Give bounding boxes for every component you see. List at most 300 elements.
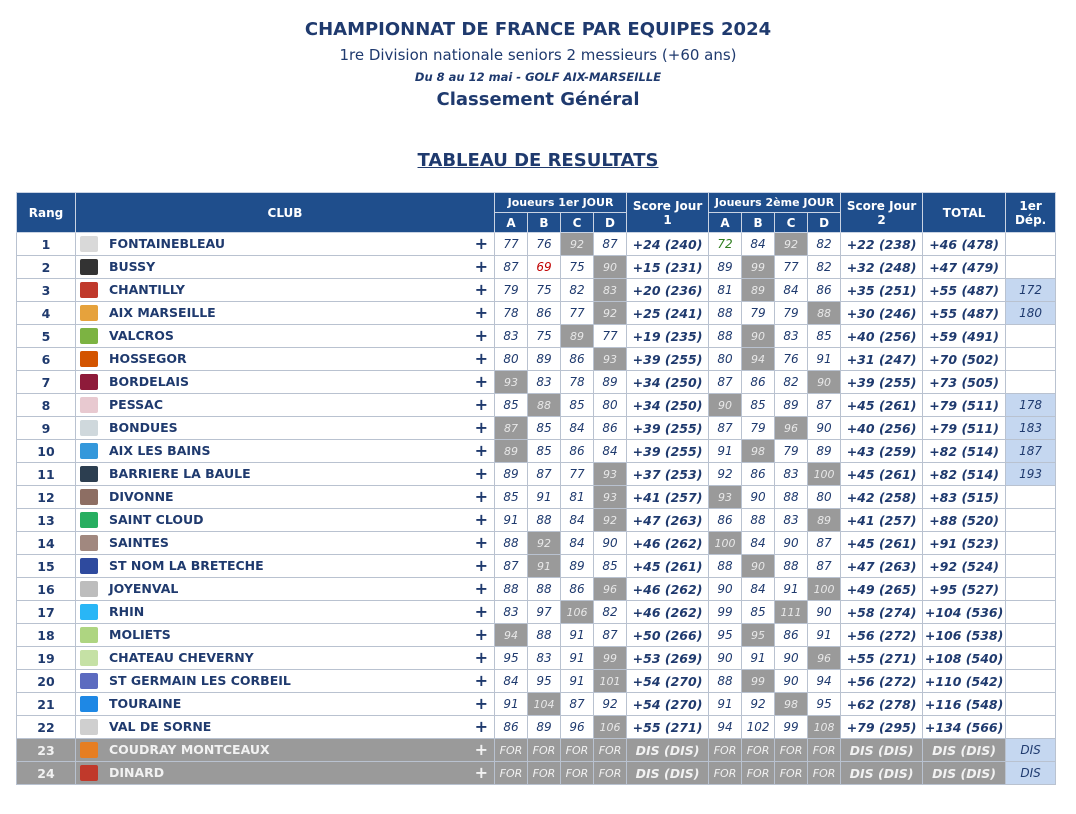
day2-score-a: 89 bbox=[709, 256, 742, 279]
day2-score-c: 83 bbox=[775, 325, 808, 348]
rank-cell: 5 bbox=[17, 325, 76, 348]
rank-cell: 1 bbox=[17, 233, 76, 256]
day1-score-c: 84 bbox=[561, 509, 594, 532]
score-day1-strokes: (236) bbox=[664, 282, 703, 298]
day2-score-b: 90 bbox=[742, 325, 775, 348]
day1-score-a: 91 bbox=[495, 509, 528, 532]
club-logo-icon bbox=[80, 466, 98, 482]
day2-score-c: 77 bbox=[775, 256, 808, 279]
score-day1 bbox=[627, 371, 709, 394]
first-dep-cell bbox=[1006, 509, 1056, 532]
score-day2-strokes: (259) bbox=[878, 443, 917, 459]
rank-cell: 12 bbox=[17, 486, 76, 509]
score-day1-value: +34 bbox=[632, 397, 661, 413]
club-cell bbox=[76, 486, 495, 509]
table-row bbox=[17, 509, 1056, 532]
day2-score-b: 79 bbox=[742, 302, 775, 325]
day1-forfeit: FOR bbox=[528, 739, 561, 762]
score-day1-strokes: (241) bbox=[664, 305, 703, 321]
score-day2 bbox=[841, 302, 923, 325]
total-score-strokes: (491) bbox=[961, 328, 999, 344]
score-day2-strokes: (246) bbox=[878, 305, 917, 321]
total-score-strokes: (505) bbox=[961, 374, 999, 390]
score-day1 bbox=[627, 762, 709, 785]
day2-score-d: 91 bbox=[808, 348, 841, 371]
total-score-strokes: (566) bbox=[965, 719, 1004, 735]
club-name: CHATEAU CHEVERNY bbox=[109, 650, 254, 665]
day2-score-b: 92 bbox=[742, 693, 775, 716]
total-score-strokes: (548) bbox=[965, 696, 1004, 712]
total-score bbox=[923, 647, 1006, 670]
total-score-strokes: (511) bbox=[961, 397, 999, 413]
day2-score-a: 87 bbox=[709, 371, 742, 394]
club-cell bbox=[76, 601, 495, 624]
day2-score-a: 86 bbox=[709, 509, 742, 532]
rank-cell: 16 bbox=[17, 578, 76, 601]
club-cell bbox=[76, 624, 495, 647]
club-cell bbox=[76, 348, 495, 371]
table-row bbox=[17, 716, 1056, 739]
day1-score-a: 85 bbox=[495, 486, 528, 509]
score-day1 bbox=[627, 693, 709, 716]
day2-score-d: 100 bbox=[808, 463, 841, 486]
day1-score-d: 99 bbox=[594, 647, 627, 670]
score-day1-strokes: (262) bbox=[664, 604, 703, 620]
score-day1-strokes: (235) bbox=[664, 328, 703, 344]
expand-button[interactable]: + bbox=[474, 671, 488, 690]
day2-score-d: 89 bbox=[808, 440, 841, 463]
day2-score-b: 86 bbox=[742, 371, 775, 394]
day1-score-b: 104 bbox=[528, 693, 561, 716]
club-name: ST NOM LA BRETECHE bbox=[109, 558, 264, 573]
club-name: BUSSY bbox=[109, 259, 156, 274]
score-day1 bbox=[627, 624, 709, 647]
score-day1-strokes: (255) bbox=[664, 443, 703, 459]
day2-score-a: 90 bbox=[709, 578, 742, 601]
day2-score-c: 96 bbox=[775, 417, 808, 440]
score-day1-value: +45 bbox=[632, 558, 661, 574]
expand-button[interactable]: + bbox=[474, 395, 488, 414]
expand-button[interactable]: + bbox=[474, 763, 488, 782]
expand-button[interactable]: + bbox=[474, 648, 488, 667]
club-name: CHANTILLY bbox=[109, 282, 185, 297]
total-score-strokes: (514) bbox=[961, 443, 999, 459]
expand-button[interactable]: + bbox=[474, 556, 488, 575]
expand-button[interactable]: + bbox=[474, 717, 488, 736]
day1-score-b: 86 bbox=[528, 302, 561, 325]
score-day1 bbox=[627, 440, 709, 463]
table-row bbox=[17, 371, 1056, 394]
club-name: AIX MARSEILLE bbox=[109, 305, 216, 320]
score-day2-value: DIS bbox=[849, 765, 874, 781]
score-day2-strokes: (DIS) bbox=[878, 742, 914, 758]
score-day2-strokes: (261) bbox=[878, 397, 917, 413]
day1-score-a: 89 bbox=[495, 463, 528, 486]
score-day2-value: +30 bbox=[846, 305, 875, 321]
first-dep-cell: 183 bbox=[1006, 417, 1056, 440]
day1-score-a: 87 bbox=[495, 256, 528, 279]
rank-cell: 21 bbox=[17, 693, 76, 716]
day2-score-d: 82 bbox=[808, 256, 841, 279]
day1-score-d: 77 bbox=[594, 325, 627, 348]
day2-score-c: 79 bbox=[775, 302, 808, 325]
day1-score-a: 93 bbox=[495, 371, 528, 394]
expand-button[interactable]: + bbox=[474, 533, 488, 552]
club-logo-icon bbox=[80, 673, 98, 689]
score-day2-value: +39 bbox=[846, 374, 875, 390]
classement-heading: Classement Général bbox=[436, 89, 640, 110]
page-subtitle: 1re Division nationale seniors 2 messieurs (+60 ans) bbox=[339, 46, 737, 64]
day1-score-d: 93 bbox=[594, 463, 627, 486]
day1-score-a: 83 bbox=[495, 325, 528, 348]
col-header-day2-players: Joueurs 2ème JOUR bbox=[709, 193, 841, 213]
expand-button[interactable]: + bbox=[474, 441, 488, 460]
total-score bbox=[923, 578, 1006, 601]
score-day2-strokes: (248) bbox=[878, 259, 917, 275]
first-dep-cell bbox=[1006, 647, 1056, 670]
score-day1-value: +15 bbox=[632, 259, 661, 275]
club-cell bbox=[76, 693, 495, 716]
day1-score-c: 91 bbox=[561, 624, 594, 647]
club-name: DINARD bbox=[109, 765, 165, 780]
club-logo-icon bbox=[80, 535, 98, 551]
col-header-day1-player-d: D bbox=[594, 213, 627, 233]
day2-score-a: 93 bbox=[709, 486, 742, 509]
expand-button[interactable]: + bbox=[474, 579, 488, 598]
first-dep-cell bbox=[1006, 256, 1056, 279]
day2-score-c: 82 bbox=[775, 371, 808, 394]
total-score bbox=[923, 371, 1006, 394]
day2-score-c: 86 bbox=[775, 624, 808, 647]
expand-button[interactable]: + bbox=[474, 280, 488, 299]
score-day1-strokes: (DIS) bbox=[664, 742, 700, 758]
score-day1-strokes: (255) bbox=[664, 420, 703, 436]
total-score bbox=[923, 417, 1006, 440]
day2-score-a: 95 bbox=[709, 624, 742, 647]
total-score-value: +79 bbox=[929, 420, 958, 436]
score-day1 bbox=[627, 417, 709, 440]
score-day2-value: +45 bbox=[846, 466, 875, 482]
expand-button[interactable]: + bbox=[474, 349, 488, 368]
score-day2 bbox=[841, 647, 923, 670]
total-score-strokes: (542) bbox=[965, 673, 1004, 689]
club-name: VALCROS bbox=[109, 328, 174, 343]
total-score bbox=[923, 693, 1006, 716]
score-day1 bbox=[627, 233, 709, 256]
day2-score-b: 79 bbox=[742, 417, 775, 440]
score-day1-value: DIS bbox=[635, 765, 660, 781]
score-day1-value: +20 bbox=[632, 282, 661, 298]
first-dep-cell bbox=[1006, 233, 1056, 256]
day2-score-a: 80 bbox=[709, 348, 742, 371]
day1-score-d: 90 bbox=[594, 532, 627, 555]
total-score-value: +83 bbox=[929, 489, 958, 505]
total-score-value: +82 bbox=[929, 443, 958, 459]
day1-score-a: 89 bbox=[495, 440, 528, 463]
club-cell bbox=[76, 325, 495, 348]
total-score bbox=[923, 256, 1006, 279]
day2-score-d: 108 bbox=[808, 716, 841, 739]
score-day2-value: +79 bbox=[846, 719, 875, 735]
rank-cell: 23 bbox=[17, 739, 76, 762]
club-logo-icon bbox=[80, 581, 98, 597]
club-logo-icon bbox=[80, 236, 98, 252]
score-day1 bbox=[627, 509, 709, 532]
total-score-strokes: (523) bbox=[961, 535, 999, 551]
table-row bbox=[17, 532, 1056, 555]
club-logo-icon bbox=[80, 305, 98, 321]
club-logo-icon bbox=[80, 351, 98, 367]
score-day1-strokes: (DIS) bbox=[664, 765, 700, 781]
score-day2 bbox=[841, 693, 923, 716]
total-score bbox=[923, 739, 1006, 762]
day1-score-b: 69 bbox=[528, 256, 561, 279]
table-row bbox=[17, 233, 1056, 256]
score-day1-strokes: (270) bbox=[664, 696, 703, 712]
expand-button[interactable]: + bbox=[474, 464, 488, 483]
table-row bbox=[17, 279, 1056, 302]
day1-score-c: 91 bbox=[561, 670, 594, 693]
club-name: ST GERMAIN LES CORBEIL bbox=[109, 673, 291, 688]
day1-score-d: 92 bbox=[594, 509, 627, 532]
score-day2 bbox=[841, 624, 923, 647]
day2-score-b: 98 bbox=[742, 440, 775, 463]
day1-score-d: 86 bbox=[594, 417, 627, 440]
total-score-strokes: (536) bbox=[965, 604, 1004, 620]
total-score-strokes: (478) bbox=[961, 236, 999, 252]
day1-score-c: 87 bbox=[561, 693, 594, 716]
expand-button[interactable]: + bbox=[474, 418, 488, 437]
day2-score-a: 81 bbox=[709, 279, 742, 302]
score-day2-value: +49 bbox=[846, 581, 875, 597]
rank-cell: 8 bbox=[17, 394, 76, 417]
expand-button[interactable]: + bbox=[474, 303, 488, 322]
score-day1-value: +50 bbox=[632, 627, 661, 643]
club-cell bbox=[76, 371, 495, 394]
club-cell bbox=[76, 417, 495, 440]
first-dep-cell bbox=[1006, 532, 1056, 555]
score-day1-value: +54 bbox=[632, 696, 661, 712]
day2-forfeit: FOR bbox=[808, 739, 841, 762]
expand-button[interactable]: + bbox=[474, 257, 488, 276]
score-day1-value: DIS bbox=[635, 742, 660, 758]
score-day2 bbox=[841, 394, 923, 417]
first-dep-cell: 187 bbox=[1006, 440, 1056, 463]
day1-score-d: 106 bbox=[594, 716, 627, 739]
day1-score-b: 91 bbox=[528, 486, 561, 509]
day1-score-c: 86 bbox=[561, 440, 594, 463]
total-score-value: +47 bbox=[929, 259, 958, 275]
rank-cell: 15 bbox=[17, 555, 76, 578]
day1-forfeit: FOR bbox=[561, 762, 594, 785]
score-day2-value: +58 bbox=[846, 604, 875, 620]
score-day2 bbox=[841, 601, 923, 624]
day2-score-d: 87 bbox=[808, 532, 841, 555]
day1-score-c: 78 bbox=[561, 371, 594, 394]
club-logo-icon bbox=[80, 420, 98, 436]
day2-score-d: 86 bbox=[808, 279, 841, 302]
total-score-strokes: (524) bbox=[961, 558, 999, 574]
expand-button[interactable]: + bbox=[474, 602, 488, 621]
rank-cell: 7 bbox=[17, 371, 76, 394]
table-row bbox=[17, 486, 1056, 509]
expand-button[interactable]: + bbox=[474, 372, 488, 391]
first-dep-cell bbox=[1006, 693, 1056, 716]
total-score-value: +59 bbox=[929, 328, 958, 344]
day2-forfeit: FOR bbox=[742, 762, 775, 785]
col-header-rang: Rang bbox=[17, 193, 76, 233]
rank-cell: 9 bbox=[17, 417, 76, 440]
score-day1-value: +25 bbox=[632, 305, 661, 321]
table-row bbox=[17, 693, 1056, 716]
day1-score-b: 89 bbox=[528, 348, 561, 371]
expand-button[interactable]: + bbox=[474, 487, 488, 506]
first-dep-cell bbox=[1006, 555, 1056, 578]
first-dep-cell: 180 bbox=[1006, 302, 1056, 325]
first-dep-cell bbox=[1006, 486, 1056, 509]
day1-score-b: 75 bbox=[528, 279, 561, 302]
day1-score-a: 80 bbox=[495, 348, 528, 371]
score-day2 bbox=[841, 417, 923, 440]
table-row bbox=[17, 348, 1056, 371]
total-score bbox=[923, 716, 1006, 739]
first-dep-cell: 178 bbox=[1006, 394, 1056, 417]
score-day1-strokes: (262) bbox=[664, 535, 703, 551]
day2-score-b: 84 bbox=[742, 233, 775, 256]
expand-button[interactable]: + bbox=[474, 625, 488, 644]
day1-score-c: 81 bbox=[561, 486, 594, 509]
day1-score-c: 85 bbox=[561, 394, 594, 417]
day1-score-a: 79 bbox=[495, 279, 528, 302]
rank-cell: 4 bbox=[17, 302, 76, 325]
score-day2 bbox=[841, 486, 923, 509]
total-score-value: +104 bbox=[924, 604, 962, 620]
expand-button[interactable]: + bbox=[474, 740, 488, 759]
day1-score-b: 85 bbox=[528, 417, 561, 440]
club-cell bbox=[76, 670, 495, 693]
day2-score-d: 82 bbox=[808, 233, 841, 256]
total-score-strokes: (487) bbox=[961, 305, 999, 321]
total-score-strokes: (DIS) bbox=[960, 742, 997, 758]
day2-score-d: 80 bbox=[808, 486, 841, 509]
score-day1 bbox=[627, 578, 709, 601]
day2-score-d: 91 bbox=[808, 624, 841, 647]
expand-button[interactable]: + bbox=[474, 234, 488, 253]
total-score-strokes: (520) bbox=[961, 512, 999, 528]
total-score bbox=[923, 509, 1006, 532]
score-day2 bbox=[841, 739, 923, 762]
score-day2 bbox=[841, 716, 923, 739]
col-header-day2-player-c: C bbox=[775, 213, 808, 233]
score-day2 bbox=[841, 762, 923, 785]
score-day1-strokes: (253) bbox=[664, 466, 703, 482]
table-row bbox=[17, 670, 1056, 693]
club-logo-icon bbox=[80, 282, 98, 298]
day2-score-c: 79 bbox=[775, 440, 808, 463]
total-score-value: +73 bbox=[929, 374, 958, 390]
day1-score-d: 84 bbox=[594, 440, 627, 463]
day2-score-b: 95 bbox=[742, 624, 775, 647]
col-header-day1-player-a: A bbox=[495, 213, 528, 233]
first-dep-cell bbox=[1006, 325, 1056, 348]
total-score-strokes: (515) bbox=[961, 489, 999, 505]
expand-button[interactable]: + bbox=[474, 510, 488, 529]
col-header-total: TOTAL bbox=[923, 193, 1006, 233]
results-table bbox=[16, 192, 1056, 785]
day2-score-b: 89 bbox=[742, 279, 775, 302]
expand-button[interactable]: + bbox=[474, 326, 488, 345]
total-score bbox=[923, 670, 1006, 693]
table-row bbox=[17, 601, 1056, 624]
score-day2-value: +40 bbox=[846, 328, 875, 344]
day2-score-b: 84 bbox=[742, 532, 775, 555]
day1-score-b: 88 bbox=[528, 624, 561, 647]
club-name: DIVONNE bbox=[109, 489, 174, 504]
day1-score-b: 88 bbox=[528, 578, 561, 601]
col-header-day1-players: Joueurs 1er JOUR bbox=[495, 193, 627, 213]
col-header-first-dep: 1er Dép. bbox=[1006, 193, 1056, 233]
club-name: FONTAINEBLEAU bbox=[109, 236, 225, 251]
first-dep-cell: DIS bbox=[1006, 762, 1056, 785]
first-dep-cell: 193 bbox=[1006, 463, 1056, 486]
day1-score-d: 90 bbox=[594, 256, 627, 279]
day1-score-c: 75 bbox=[561, 256, 594, 279]
club-cell bbox=[76, 509, 495, 532]
day1-score-b: 85 bbox=[528, 440, 561, 463]
expand-button[interactable]: + bbox=[474, 694, 488, 713]
score-day1 bbox=[627, 716, 709, 739]
day2-score-b: 86 bbox=[742, 463, 775, 486]
total-score bbox=[923, 279, 1006, 302]
rank-cell: 22 bbox=[17, 716, 76, 739]
day2-score-d: 85 bbox=[808, 325, 841, 348]
score-day1 bbox=[627, 463, 709, 486]
day2-score-d: 96 bbox=[808, 647, 841, 670]
club-logo-icon bbox=[80, 604, 98, 620]
day2-score-c: 88 bbox=[775, 486, 808, 509]
score-day2-value: +45 bbox=[846, 397, 875, 413]
rank-cell: 13 bbox=[17, 509, 76, 532]
total-score-value: DIS bbox=[932, 765, 957, 781]
day2-score-c: 90 bbox=[775, 670, 808, 693]
day2-score-a: 92 bbox=[709, 463, 742, 486]
table-row bbox=[17, 440, 1056, 463]
club-logo-icon bbox=[80, 558, 98, 574]
day1-score-b: 97 bbox=[528, 601, 561, 624]
total-score-value: DIS bbox=[932, 742, 957, 758]
score-day2-strokes: (251) bbox=[878, 282, 917, 298]
club-cell bbox=[76, 555, 495, 578]
day2-score-c: 76 bbox=[775, 348, 808, 371]
rank-cell: 24 bbox=[17, 762, 76, 785]
total-score bbox=[923, 555, 1006, 578]
day1-forfeit: FOR bbox=[561, 739, 594, 762]
day2-score-a: 100 bbox=[709, 532, 742, 555]
score-day2 bbox=[841, 279, 923, 302]
page-title: CHAMPIONNAT DE FRANCE PAR EQUIPES 2024 bbox=[304, 19, 772, 40]
score-day2-value: +22 bbox=[846, 236, 875, 252]
score-day1-value: +47 bbox=[632, 512, 661, 528]
total-score bbox=[923, 348, 1006, 371]
total-score-value: +116 bbox=[924, 696, 962, 712]
score-day1 bbox=[627, 647, 709, 670]
rank-cell: 20 bbox=[17, 670, 76, 693]
day1-score-a: 84 bbox=[495, 670, 528, 693]
score-day1-value: +46 bbox=[632, 604, 661, 620]
score-day1-value: +24 bbox=[632, 236, 661, 252]
score-day2-value: +32 bbox=[846, 259, 875, 275]
total-score-value: +82 bbox=[929, 466, 958, 482]
